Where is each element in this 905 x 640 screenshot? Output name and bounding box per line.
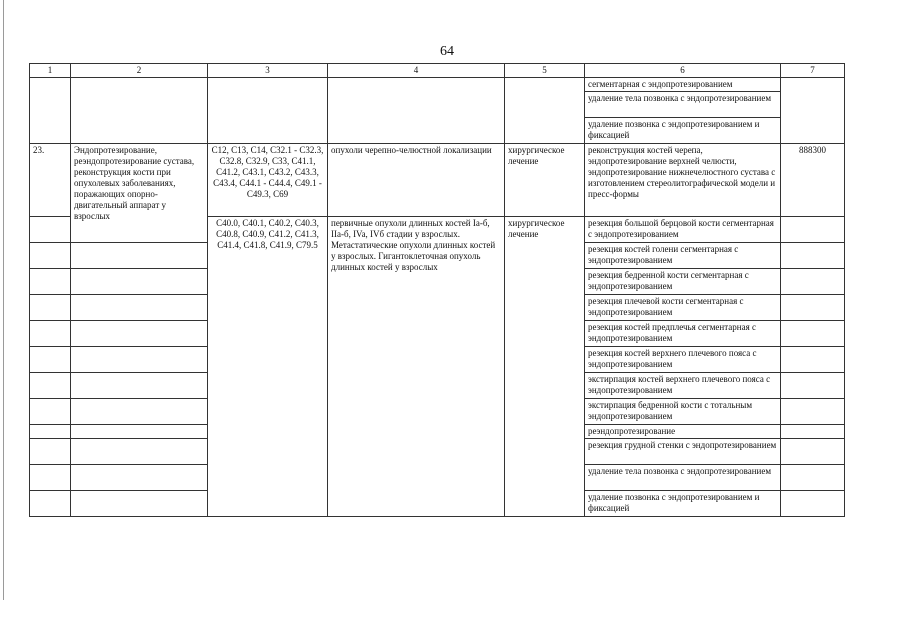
number-cell (30, 321, 71, 347)
price-cell (781, 399, 845, 425)
name-cell (71, 243, 208, 269)
name-cell (71, 269, 208, 295)
number-cell (30, 295, 71, 321)
price-cell (781, 217, 845, 243)
method-cell: резекция костей предплечья сегментарная с эндопротезированием (585, 321, 781, 347)
diagnosis-cell: опухоли черепно-челюстной локализации (328, 144, 505, 217)
method-cell: резекция бедренной кости сегментарная с эндопротезированием (585, 269, 781, 295)
number-cell (30, 373, 71, 399)
name-cell (71, 373, 208, 399)
price-cell (781, 295, 845, 321)
number-cell (30, 399, 71, 425)
number-cell (30, 347, 71, 373)
method-cell: удаление позвонка с эндопротезированием и фиксацией (585, 491, 781, 517)
method-cell: удаление тела позвонка с эндопротезированием (585, 92, 781, 118)
column-header: 2 (71, 64, 208, 78)
column-header: 6 (585, 64, 781, 78)
table-row (30, 78, 845, 92)
codes-cell (208, 78, 328, 144)
number-cell (30, 78, 71, 144)
number-cell (30, 217, 71, 243)
price-cell (781, 439, 845, 465)
diagnosis-cell (328, 78, 505, 144)
column-header: 3 (208, 64, 328, 78)
price-cell (781, 78, 845, 144)
name-cell (71, 425, 208, 439)
price-cell: 888300 (781, 144, 845, 217)
codes-cell: C40.0, C40.1, C40.2, C40.3, C40.8, C40.9, C41.2, C41.3, C41.4, C41.8, C41.9, C79.5 (208, 217, 328, 517)
number-cell (30, 269, 71, 295)
name-cell (71, 295, 208, 321)
table-row (30, 144, 845, 217)
diagnosis-cell: первичные опухоли длинных костей Ia-б, IIa-б, IVa, IVб стадии у взрослых. Метастатические опухоли длинных костей у взрослых. Гигантоклеточная опухоль длинных костей у взрослых (328, 217, 505, 517)
price-cell (781, 347, 845, 373)
column-header: 7 (781, 64, 845, 78)
column-header: 5 (505, 64, 585, 78)
method-cell: экстирпация бедренной кости с тотальным эндопротезированием (585, 399, 781, 425)
price-cell (781, 373, 845, 399)
price-cell (781, 491, 845, 517)
number-cell (30, 465, 71, 491)
page-margin-line (3, 0, 4, 600)
treatment-cell: хирургическое лечение (505, 144, 585, 217)
page-number: 64 (440, 44, 454, 59)
price-cell (781, 465, 845, 491)
name-cell (71, 347, 208, 373)
number-cell: 23. (30, 144, 71, 217)
treatment-cell: хирургическое лечение (505, 217, 585, 517)
method-cell: резекция костей верхнего плечевого пояса с эндопротезированием (585, 347, 781, 373)
name-cell (71, 439, 208, 465)
method-cell: удаление позвонка с эндопротезированием и фиксацией (585, 118, 781, 144)
method-cell: удаление тела позвонка с эндопротезированием (585, 465, 781, 491)
method-cell: реэндопротезирование (585, 425, 781, 439)
name-cell (71, 465, 208, 491)
method-cell: экстирпация костей верхнего плечевого пояса с эндопротезированием (585, 373, 781, 399)
method-cell: резекция плечевой кости сегментарная с эндопротезированием (585, 295, 781, 321)
column-header: 4 (328, 64, 505, 78)
number-cell (30, 491, 71, 517)
method-cell: реконструкция костей черепа, эндопротезирование верхней челюсти, эндопротезирование нижнечелюстного сустава с изготовлением стереолитографической модели и пресс-формы (585, 144, 781, 217)
name-cell: Эндопротезирование, реэндопротезирование сустава, реконструкция кости при опухолевых заболеваниях, поражающих опорно-двигательный аппарат у взрослых (71, 144, 208, 243)
method-cell: резекция большой берцовой кости сегментарная с эндопротезированием (585, 217, 781, 243)
name-cell (71, 78, 208, 144)
name-cell (71, 321, 208, 347)
name-cell (71, 399, 208, 425)
price-cell (781, 269, 845, 295)
method-cell: сегментарная с эндопротезированием (585, 78, 781, 92)
codes-cell: C12, C13, C14, C32.1 - C32.3, C32.8, C32.9, C33, C41.1, C41.2, C43.1, C43.2, C43.3, C43.4, C44.1 - C44.4, C49.1 - C49.3, C69 (208, 144, 328, 217)
name-cell (71, 491, 208, 517)
price-cell (781, 321, 845, 347)
column-header: 1 (30, 64, 71, 78)
method-cell: резекция костей голени сегментарная с эндопротезированием (585, 243, 781, 269)
table-header-row (30, 64, 845, 78)
method-cell: резекция грудной стенки с эндопротезированием (585, 439, 781, 465)
number-cell (30, 425, 71, 439)
price-cell (781, 243, 845, 269)
number-cell (30, 243, 71, 269)
services-table (29, 63, 845, 517)
number-cell (30, 439, 71, 465)
treatment-cell (505, 78, 585, 144)
price-cell (781, 425, 845, 439)
